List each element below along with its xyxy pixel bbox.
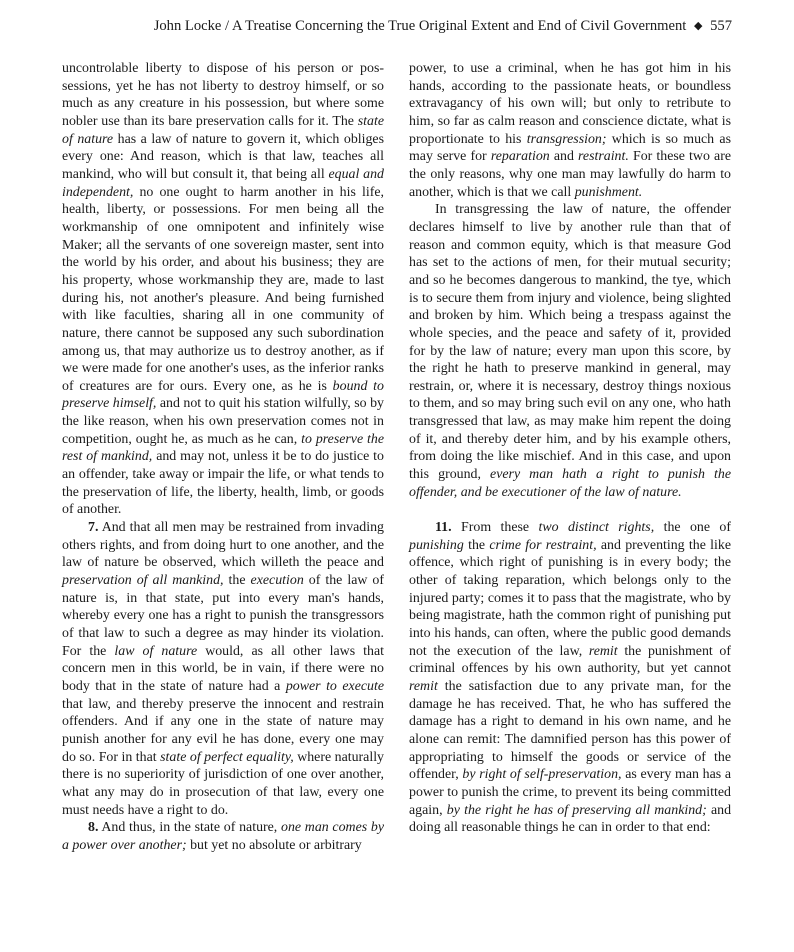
right-column bbox=[409, 60, 731, 837]
diamond-ornament-icon: ◆ bbox=[693, 20, 703, 32]
left-column bbox=[62, 60, 384, 855]
page-number: 557 bbox=[710, 18, 732, 34]
paragraph-continued: power, to use a criminal, when he has got him in his hands, according to the passionate heats, or boundless extravagancy of his own will; but only to retribute to him, so far as calm reason and conscience dictate, what is proportionate to his transgression; which is so much as may serve for reparation and restraint. For these two are the only reasons, why one man may lawfully do harm to another, which is that we call punishment. bbox=[409, 61, 731, 200]
paragraph-section-11: 11. From these two distinct rights, the one of punishing the crime for restraint, and preventing the like offence, which right of punishing is in every body; the other of taking reparation, which belongs only to the injured party; comes it to pass that the magistrate, who by being magistrate, hath the common right of punishing put into his hands, can often, where the public good demands not the execution of the law, remit the punishment of criminal offences by his own authority, but yet cannot remit the satisfaction due to any private man, for the damage he has received. That, he who has suffered the damage has a right to demand in his own name, and he alone can remit: The damnified person has this power of appropriating to himself the goods or service of the offender, by right of self-preservation, as every man has a power to punish the crime, to prevent its being committed again, by the right he has of preserving all mankind; and doing all reasonable things he can in order to that end: bbox=[409, 520, 732, 836]
paragraph-section-7: 7. And that all men may be restrained from invading others rights, and from doing hurt to one another, and the law of nature be observed, which willeth the peace and preservation of all mankind, the execution of the law of nature is, in that state, put into every man's hands, whereby every one has a right to punish the transgressors of that law to such a degree as may hinder its violation. For the law of nature would, as all other laws that concern men in this world, be in vain, if there were no body that in the state of nature had a power to execute that law, and thereby preserve the innocent and restrain offenders. And if any one in the state of nature may punish another for any evil he has done, every one may do so. For in that state of perfect equality, where naturally there is no superiority of jurisdiction of one over another, what any may do in prosecution of that law, every one must needs have a right to do. bbox=[62, 520, 385, 818]
paragraph-transgressing: In transgressing the law of nature, the offender declares himself to live by another rule than that of reason and common equity, which is that measure God has set to the actions of men, for their mutual security; and so he becomes dangerous to mankind, the tye, which is to secure them from injury and violence, being slighted and broken by him. Which being a trespass against the whole species, and the peace and safety of it, provided for by the law of nature; every man upon this score, by the right he hath to preserve mankind in general, may restrain, or, where it is necessary, destroy things noxious to them, and so may bring such evil on any one, who hath transgressed that law, as may make him repent the doing of it, and thereby deter him, and by his example others, from doing the like mischief. And in this case, and upon this ground, every man hath a right to punish the offender, and be executioner of the law of nature. bbox=[409, 202, 732, 500]
header-title: A Treatise Concerning the True Original Extent and End of Civil Government bbox=[231, 18, 687, 34]
paragraph-section-8: 8. And thus, in the state of nature, one man comes by a power over another; but yet no absolute or arbitrary bbox=[62, 820, 384, 853]
section-number: 11. bbox=[435, 520, 452, 535]
section-number: 8. bbox=[88, 820, 99, 836]
header-separator: / bbox=[225, 18, 230, 34]
section-number: 7. bbox=[88, 520, 99, 536]
paragraph-continued: uncontrolable liberty to dispose of his person or possessions, yet he has not liberty to destroy himself, or so much as any creature in his possession, but where some nobler use than its bare preservation calls for it. The state of nature has a law of nature to govern it, which obliges every one: And reason, which is that law, teaches all mankind, who will but consult it, that being all equal and independent, no one ought to harm another in his life, health, liberty, or possessions. For men being all the workmanship of one omnipotent and infinitely wise Maker; all the servants of one sovereign master, sent into the world by his order, and about his business; they are his property, whose workmanship they are, made to last during his, not another's pleasure. And being furnished with like faculties, sharing all in one community of nature, there cannot be supposed any such subordination among us, that may authorize us to destroy another, as if we were made for one another's uses, as the inferior ranks of creatures are for ours. Every one, as he is bound to preserve himself, and not to quit his station wilfully, so by the like reason, when his own preservation comes not in competition, ought he, as much as he can, to preserve the rest of mankind, and may not, unless it be to do justice to an offender, take away or impair the life, or what tends to the preservation of life, the liberty, health, limb, or goods of another. bbox=[62, 61, 385, 518]
running-header bbox=[154, 18, 732, 35]
header-author: John Locke bbox=[153, 18, 222, 34]
